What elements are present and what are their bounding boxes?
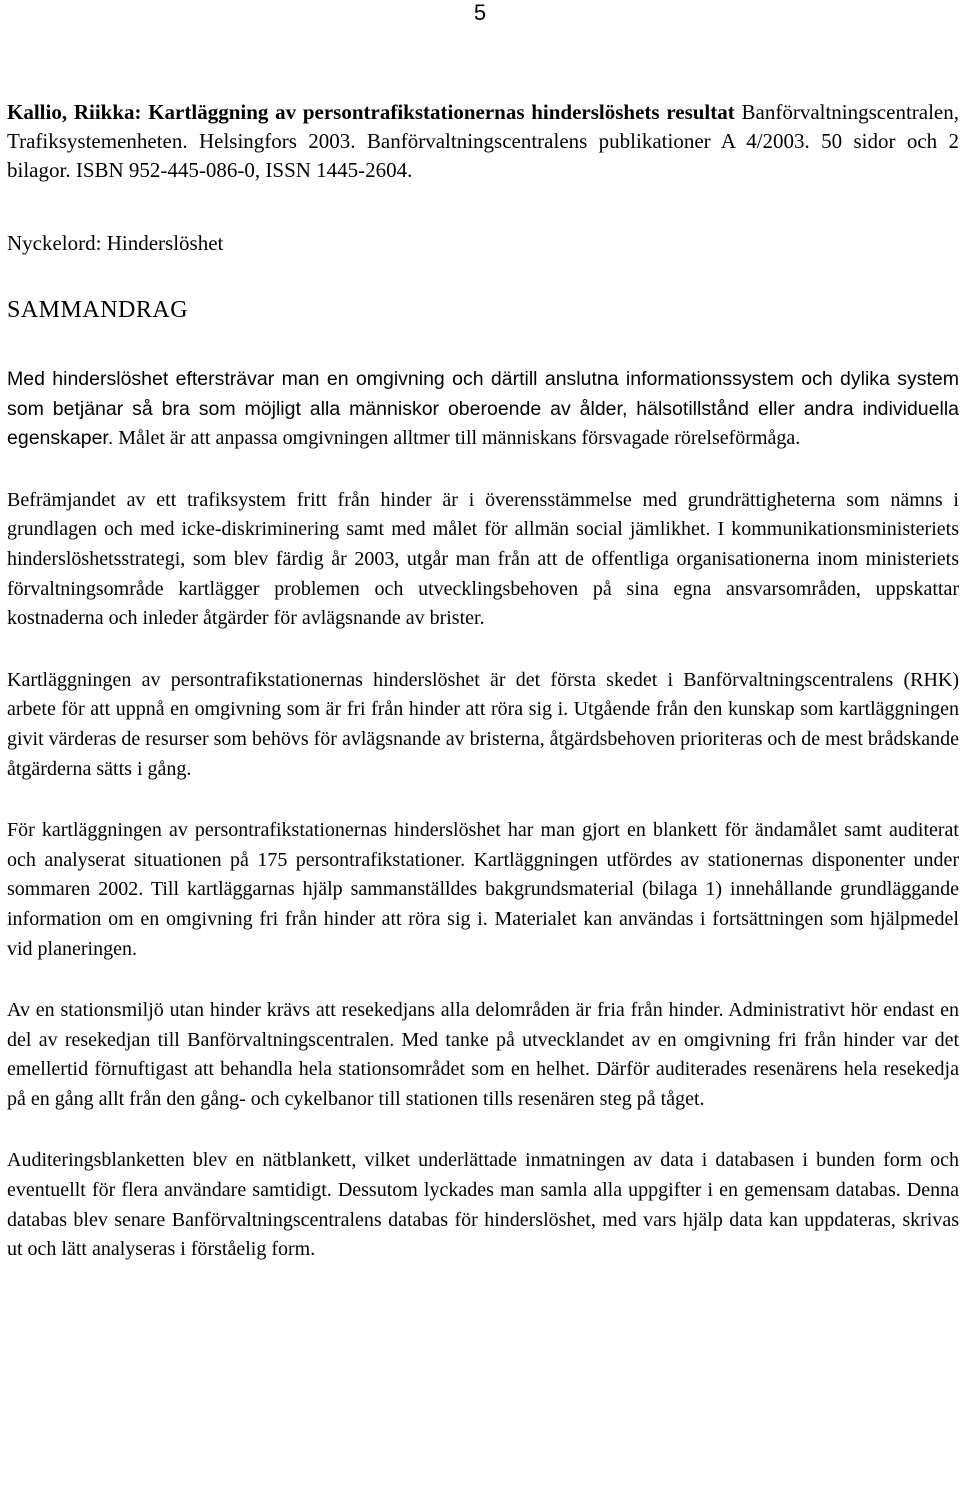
bibliographic-reference <box>7 98 959 185</box>
summary-paragraph-6: Auditeringsblanketten blev en nätblankett, vilket underlättade inmatningen av data i databasen i bunden form och eventuellt för flera användare samtidigt. Dessutom lyckades man samla alla uppgifter i en gemensam databas. Denna databas blev senare Banförvaltningscentralens databas för hinderslöshet, med vars hjälp data kan uppdateras, skrivas ut och lätt analyseras i förståelig form. <box>7 1149 959 1261</box>
section-heading: SAMMANDRAG <box>7 297 189 323</box>
page-number: 5 <box>473 0 487 25</box>
paragraph-1-serif-text: Målet är att anpassa omgivningen alltmer till människans försvagade rörelseförmåga. <box>113 427 801 450</box>
keywords-separator: : <box>95 231 107 255</box>
reference-title: Kallio, Riikka: Kartläggning av persontrafikstationernas hinderslöshets resultat <box>7 100 735 124</box>
keywords-line <box>7 229 959 258</box>
paragraph-1-sans-text: Med hinderslöshet eftersträvar man en omgivning och därtill anslutna informationssystem och dylika system som betjänar så bra som möjligt alla människor oberoende av ålder, hälsotillstånd eller andra individuella egenskaper. <box>7 368 959 450</box>
summary-paragraph-2: Befrämjandet av ett trafiksystem fritt från hinder är i överensstämmelse med grundrättigheterna som nämns i grundlagen och med icke-diskriminering samt med målet för allmän social jämlikhet. I kommunikationsministeriets hinderslöshetsstrategi, som blev färdig år 2003, utgår man från att de offentliga organisationerna inom ministeriets förvaltningsområde kartlägger problemen och utvecklingsbehoven på sina egna ansvarsområden, uppskattar kostnaderna och inleder åtgärder för avlägsnande av brister. <box>7 488 959 630</box>
keywords-label: Nyckelord <box>7 231 96 255</box>
reference-details: Banförvaltningscentralen, Trafiksystemenheten. Helsingfors 2003. Banförvaltningscentralens publikationer A 4/2003. 50 sidor och 2 bilagor. ISBN 952-445-086-0, ISSN 1445-2604. <box>7 100 960 182</box>
document-body <box>7 98 959 1265</box>
summary-paragraph-5: Av en stationsmiljö utan hinder krävs att resekedjans alla delområden är fria från hinder. Administrativt hör endast en del av resekedjan till Banförvaltningscentralen. Med tanke på utvecklandet av en omgivning fri från hinder var det emellertid förnuftigast att behandla hela stationsområdet som en helhet. Därför auditerades resenärens hela resekedja på en gång allt från den gång- och cykelbanor till stationen tills resenären steg på tåget. <box>7 999 959 1110</box>
keywords-value: Hinderslöshet <box>106 231 224 255</box>
summary-paragraph-1 <box>7 365 959 454</box>
summary-paragraph-3: Kartläggningen av persontrafikstationernas hinderslöshet är det första skedet i Banförvaltningscentralens (RHK) arbete för att uppnå en omgivning som är fri från hinder att röra sig i. Utgående från den kunskap som kartläggningen givit värderas de resurser som behövs för avlägsnande av bristerna, åtgärdsbehoven prioriteras och de mest brådskande åtgärderna sätts i gång. <box>7 668 959 780</box>
summary-paragraph-4: För kartläggningen av persontrafikstationernas hinderslöshet har man gjort en blankett för ändamålet samt auditerat och analyserat situationen på 175 persontrafikstationer. Kartläggningen utfördes av stationernas disponenter under sommaren 2002. Till kartläggarnas hjälp sammanställdes bakgrundsmaterial (bilaga 1) innehållande grundläggande information om en omgivning fri från hinder att röra sig i. Materialet kan användas i fortsättningen som hjälpmedel vid planeringen. <box>7 819 959 960</box>
